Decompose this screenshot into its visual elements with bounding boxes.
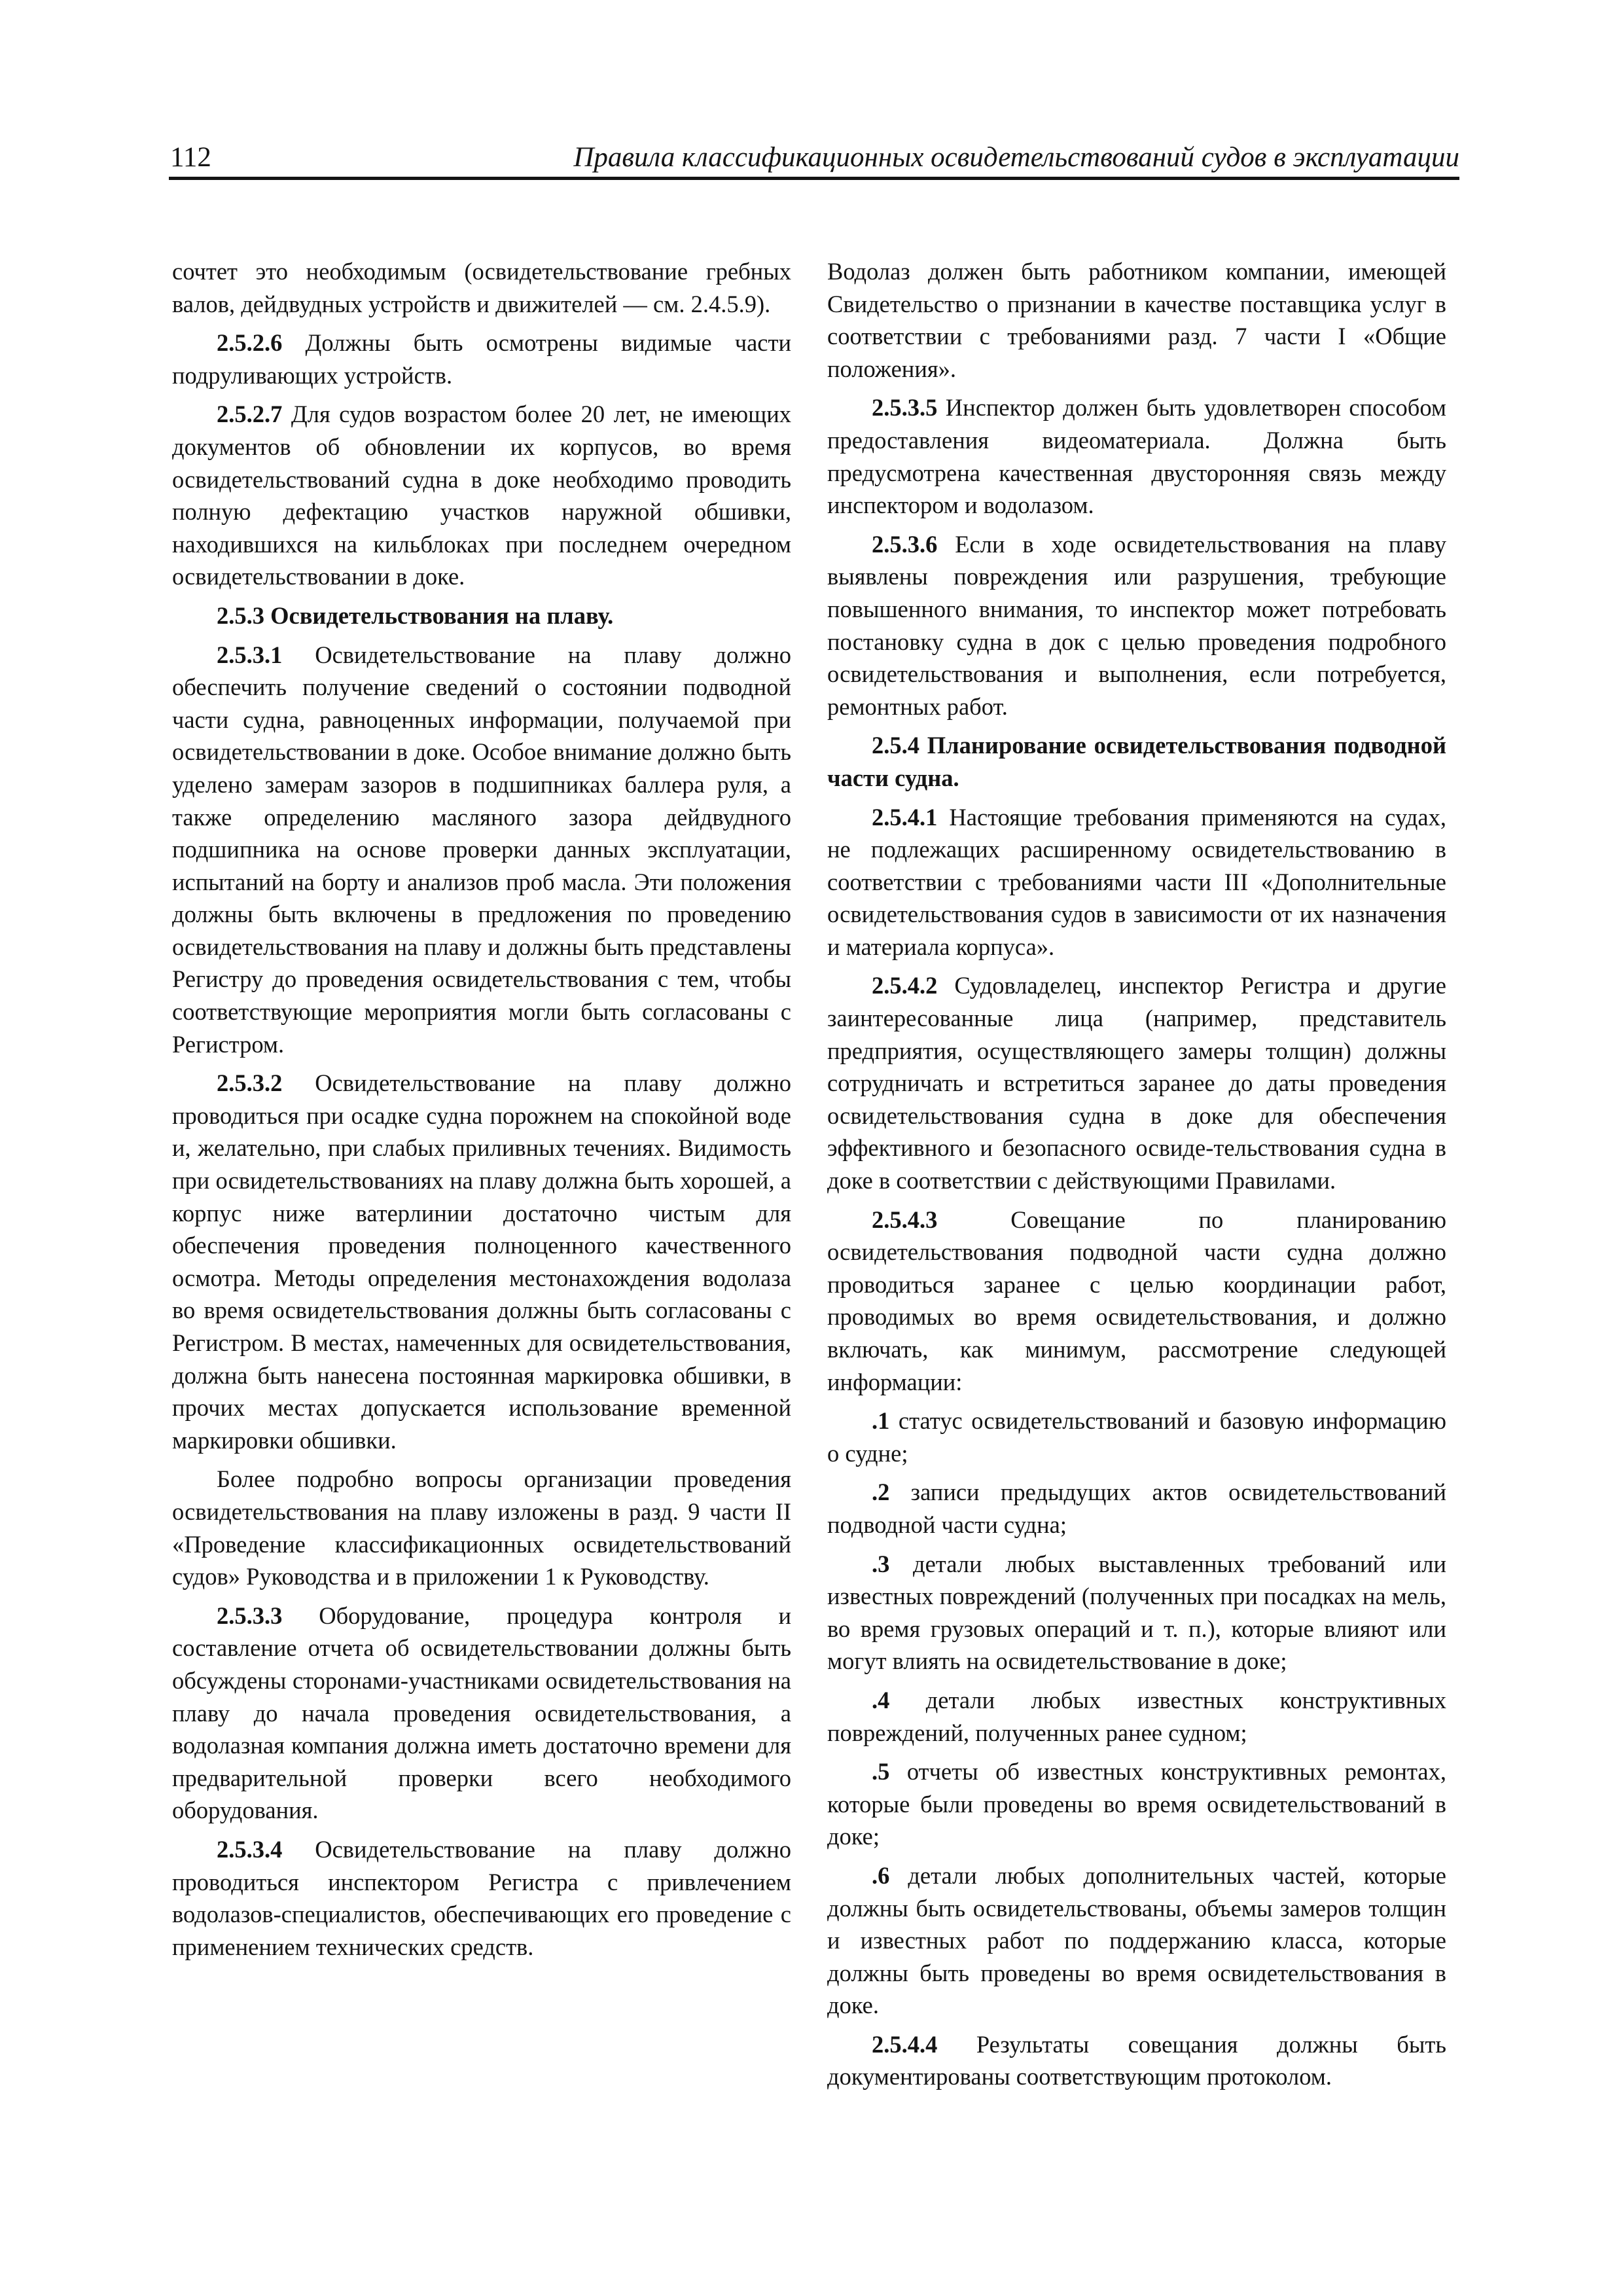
- paragraph-text: Совещание по планированию освидетельствования подводной части судна должно проводиться заранее с целью координации работ, проводимых во время освидетельствования, и должно включать, как минимум, рассмотрение следующей информации:: [827, 1206, 1446, 1395]
- left-column: [172, 255, 791, 1969]
- list-item: [827, 1548, 1446, 1677]
- list-item-text: детали любых известных конструктивных повреждений, полученных ранее судном;: [827, 1686, 1446, 1746]
- paragraph-text: Результаты совещания должны быть документированы соответствующим протоколом.: [827, 2030, 1446, 2090]
- paragraph-2-5-2-6: [172, 327, 791, 391]
- list-item: [827, 1859, 1446, 2022]
- list-item: [827, 1405, 1446, 1469]
- running-title: Правила классификационных освидетельствований судов в эксплуатации: [573, 142, 1459, 173]
- list-item-number: .6: [872, 1861, 890, 1889]
- paragraph-number: 2.5.3.1: [217, 641, 283, 668]
- paragraph-2-5-4-3: [827, 1204, 1446, 1399]
- paragraph-text: Если в ходе освидетельствования на плаву выявлены повреждения или разрушения, требующие повышенного внимания, то инспектор может потребовать постановку судна в док с целью проведения подробного освидетельствования и выполнения, если потребуется, ремонтных работ.: [827, 530, 1446, 720]
- paragraph-number: 2.5.4.2: [872, 972, 938, 999]
- paragraph-number: 2.5.2.6: [217, 329, 283, 357]
- list-item: [827, 1684, 1446, 1749]
- list-item: [827, 1755, 1446, 1853]
- list-item-text: детали любых выставленных требований или известных повреждений (полученных при посадках на мель, во время грузовых операций и т. п.), которые влияют или могут влиять на освидетельствование в доке;: [827, 1550, 1446, 1675]
- paragraph-more-detail: Более подробно вопросы организации проведения освидетельствования на плаву изложены в разд. 9 части II «Проведение классификационных освидетельствований судов» Руководства и в приложении 1 к Руководству.: [172, 1465, 791, 1590]
- paragraph-number: 2.5.3.3: [217, 1602, 283, 1629]
- list-item-text: статус освидетельствований и базовую информацию о судне;: [827, 1407, 1446, 1467]
- paragraph-text: Оборудование, процедура контроля и составление отчета об освидетельствовании должны быть обсуждены сторонами-участниками освидетельствования на плаву до начала проведения освидетельствования, а водолазная компания должна иметь достаточно времени для предварительной проверки всего необходимого оборудования.: [172, 1602, 791, 1824]
- list-item-number: .5: [872, 1758, 890, 1785]
- paragraph-2-5-3-5: [827, 391, 1446, 521]
- paragraph-2-5-3-2: [172, 1067, 791, 1456]
- paragraph-2-5-4-4: [827, 2028, 1446, 2093]
- list-item-text: записи предыдущих актов освидетельствований подводной части судна;: [827, 1479, 1446, 1538]
- paragraph-number: 2.5.4.3: [872, 1206, 938, 1233]
- paragraph-number: 2.5.4.4: [872, 2030, 938, 2058]
- paragraph-2-5-2-7: [172, 398, 791, 593]
- header-rule: [169, 177, 1459, 180]
- paragraph-number: 2.5.3.5: [872, 394, 938, 422]
- paragraph-2-5-4-2: [827, 969, 1446, 1196]
- paragraph-number: 2.5.4.1: [872, 803, 938, 831]
- paragraph-number: 2.5.3.2: [217, 1069, 283, 1097]
- paragraph-number: 2.5.3.6: [872, 530, 938, 558]
- paragraph-2-5-4-1: [827, 801, 1446, 963]
- list-item-number: .3: [872, 1550, 890, 1577]
- paragraph-text: Освидетельствование на плаву должно проводиться инспектором Регистра с привлечением водолазов-специалистов, обеспечивающих его проведение с применением технических средств.: [172, 1835, 791, 1960]
- paragraph-text: Настоящие требования применяются на судах, не подлежащих расширенному освидетельствованию в соответствии с требованиями части III «Дополнительные освидетельствования судов в зависимости от их назначения и материала корпуса».: [827, 803, 1446, 960]
- list-item-number: .1: [872, 1407, 890, 1435]
- paragraph-continued-right: Водолаз должен быть работником компании, имеющей Свидетельство о признании в качестве поставщика услуг в соответствии с требованиями разд. 7 части I «Общие положения».: [827, 258, 1446, 382]
- paragraph-text: Должны быть осмотрены видимые части подруливающих устройств.: [172, 329, 791, 389]
- right-column: [827, 255, 1446, 2100]
- paragraph-number: 2.5.3.4: [217, 1835, 283, 1863]
- list-item-text: отчеты об известных конструктивных ремонтах, которые были проведены во время освидетельствований в доке;: [827, 1758, 1446, 1850]
- list-item-number: .4: [872, 1686, 890, 1713]
- paragraph-continued-left: сочтет это необходимым (освидетельствование гребных валов, дейдвудных устройств и движителей — см. 2.4.5.9).: [172, 258, 791, 317]
- page-number: 112: [170, 142, 211, 173]
- paragraph-text: Судовладелец, инспектор Регистра и другие заинтересованные лица (например, представитель предприятия, осуществляющего замеры толщин) должны сотрудничать и встретиться заранее до даты проведения освидетельствования судна в доке для обеспечения эффективного и безопасного освиде-тельствования судна в доке в соответствии с действующими Правилами.: [827, 972, 1446, 1194]
- paragraph-2-5-3-6: [827, 528, 1446, 723]
- paragraph-text: Освидетельствование на плаву должно обеспечить получение сведений о состоянии подводной части судна, равноценных информации, получаемой при освидетельствовании в доке. Особое внимание должно быть уделено замерам зазоров в подшипниках баллера руля, а также определению масляного зазора дейдвудного подшипника на основе проверки данных эксплуатации, испытаний на борту и анализов проб масла. Эти положения должны быть включены в предложения по проведению освидетельствования на плаву и должны быть представлены Регистру до проведения освидетельствования с тем, чтобы соответствующие мероприятия могли быть согласованы с Регистром.: [172, 641, 791, 1058]
- section-heading-2-5-3: 2.5.3 Освидетельствования на плаву.: [217, 601, 614, 629]
- list-item-text: детали любых дополнительных частей, которые должны быть освидетельствованы, объемы замеров толщин и известных работ по поддержанию класса, которые должны быть проведены во время освидетельствования в доке.: [827, 1861, 1446, 2019]
- list-item: [827, 1476, 1446, 1541]
- paragraph-text: Инспектор должен быть удовлетворен способом предоставления видеоматериала. Должна быть предусмотрена качественная двусторонняя связь между инспектором и водолазом.: [827, 394, 1446, 519]
- paragraph-2-5-3-4: [172, 1833, 791, 1963]
- paragraph-text: Освидетельствование на плаву должно проводиться при осадке судна порожнем на спокойной воде и, желательно, при слабых приливных течениях. Видимость при освидетельствованиях на плаву должна быть хорошей, а корпус ниже ватерлинии достаточно чистым для обеспечения проведения полноценного качественного осмотра. Методы определения местонахождения водолаза во время освидетельствования должны быть согласованы с Регистром. В местах, намеченных для освидетельствования, должна быть нанесена постоянная маркировка обшивки, в прочих местах допускается использование временной маркировки обшивки.: [172, 1069, 791, 1454]
- section-heading-2-5-4: 2.5.4 Планирование освидетельствования подводной части судна.: [827, 732, 1446, 791]
- paragraph-text: Для судов возрастом более 20 лет, не имеющих документов об обновлении их корпусов, во время освидетельствований судна в доке необходимо проводить полную дефектацию участков наружной обшивки, находившихся на кильблоках при последнем очередном освидетельствовании в доке.: [172, 401, 791, 590]
- list-item-number: .2: [872, 1479, 890, 1506]
- paragraph-number: 2.5.2.7: [217, 401, 283, 428]
- paragraph-2-5-3-3: [172, 1600, 791, 1827]
- paragraph-2-5-3-1: [172, 639, 791, 1061]
